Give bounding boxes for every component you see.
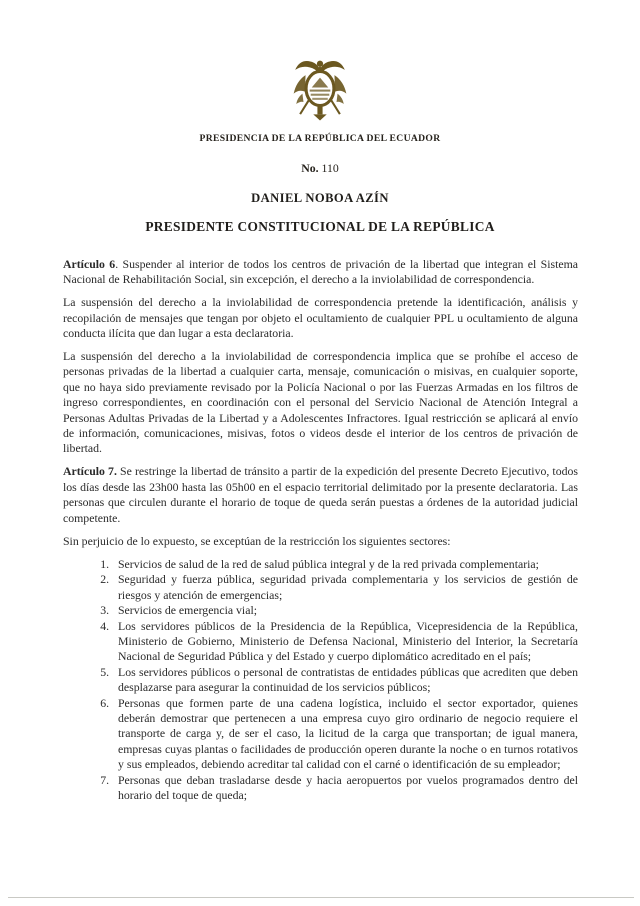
exception-item-5 bbox=[112, 665, 578, 696]
exception-item-4 bbox=[112, 619, 578, 665]
exception-item-7 bbox=[112, 773, 578, 804]
exception-item-text: Personas que deban trasladarse desde y hacia aeropuertos por vuelos programados dentro del horario del toque de queda; bbox=[118, 772, 578, 802]
article-7-paragraph bbox=[63, 464, 578, 526]
paragraph-correspondence-purpose bbox=[63, 295, 578, 341]
paragraph-text: La suspensión del derecho a la inviolabilidad de correspondencia implica que se prohíbe el acceso de personas privadas de la libertad a cualquier carta, mensaje, comunicación o misivas, en cualquier soporte, que no haya sido previamente revisado por la Policía Nacional o por las Fuerzas Armadas en los filtros de ingreso correspondientes, en coordinación con el personal del Servicio Nacional de Atención Integral a Personas Adultas Privadas de la Libertad y a Adolescentes Infractores. Igual restricción se aplicará al envío de información, comunicaciones, misivas, fotos o videos desde el interior de los centros de privación de libertad. bbox=[63, 349, 578, 456]
decree-number bbox=[0, 161, 640, 176]
exceptions-list bbox=[63, 557, 578, 804]
institution-name: PRESIDENCIA DE LA REPÚBLICA DEL ECUADOR bbox=[199, 133, 441, 144]
decree-number-label: No. bbox=[301, 161, 319, 175]
exceptions-intro bbox=[63, 534, 578, 549]
document-header bbox=[0, 54, 640, 235]
exception-item-text: Personas que formen parte de una cadena logística, incluido el sector exportador, quienes deberán demostrar que pertenecen a una empresa cuyo giro ordinario de negocio requiere el transporte de carga y, de ser el caso, la licitud de la carga que transportan; de igual manera, empresas cuyas plantas o facilidades de producción operen durante la noche o en turnos rotativos y sus empleados, debiendo acreditar tal calidad con el carné o identificación de su empleador; bbox=[118, 695, 578, 772]
president-name: DANIEL NOBOA AZÍN bbox=[251, 191, 389, 205]
article-6-label: Artículo 6 bbox=[63, 257, 116, 271]
exception-item-1 bbox=[112, 557, 578, 572]
ecuador-coat-of-arms-icon bbox=[289, 54, 351, 122]
exception-item-text: Seguridad y fuerza pública, seguridad privada complementaria y los servicios de gestión de riesgos y atención de emergencias; bbox=[118, 572, 578, 602]
paragraph-text: La suspensión del derecho a la inviolabilidad de correspondencia pretende la identificación, análisis y recopilación de mensajes que tengan por objeto el ocultamiento de cualquier PPL u ocultamiento de alguna conducta ilícita que dan lugar a esta declaratoria. bbox=[63, 295, 578, 341]
exception-item-text: Los servidores públicos o personal de contratistas de entidades públicas que acrediten que deben desplazarse para asegurar la continuidad de los servicios públicos; bbox=[118, 664, 578, 695]
president-title: PRESIDENTE CONSTITUCIONAL DE LA REPÚBLICA bbox=[145, 219, 495, 234]
decree-number-value: 110 bbox=[321, 161, 339, 175]
exception-item-6 bbox=[112, 696, 578, 773]
paragraph-text: Sin perjuicio de lo expuesto, se exceptúan de la restricción los siguientes sectores: bbox=[63, 533, 451, 548]
article-6-paragraph bbox=[63, 257, 578, 288]
exception-item-text: Los servidores públicos de la Presidencia de la República, Vicepresidencia de la República, Ministerio de Gobierno, Ministerio de Defensa Nacional, Ministerio del Interior, la Secretaría Nacional de Seguridad Pública y del Estado y cuerpo diplomático acreditado en el país; bbox=[118, 618, 578, 664]
exception-item-3 bbox=[112, 603, 578, 618]
article-7-text: Se restringe la libertad de tránsito a partir de la expedición del presente Decreto Ejecutivo, todos los días desde las 23h00 hasta las 05h00 en el espacio territorial delimitado por la presente declaratoria. Las personas que circulen durante el horario de toque de queda serán puestas a órdenes de la autoridad judicial competente. bbox=[63, 464, 579, 525]
page-bottom-scan-line bbox=[8, 897, 634, 898]
decree-body bbox=[0, 257, 640, 803]
exception-item-text: Servicios de emergencia vial; bbox=[118, 603, 257, 618]
exception-item-2 bbox=[112, 572, 578, 603]
exception-item-text: Servicios de salud de la red de salud pública integral y de la red privada complementaria; bbox=[118, 556, 539, 571]
article-6-text: . Suspender al interior de todos los centros de privación de la libertad que integran el Sistema Nacional de Rehabilitación Social, sin excepción, el derecho a la inviolabilidad de correspondencia. bbox=[63, 257, 578, 287]
article-7-label: Artículo 7. bbox=[63, 464, 117, 479]
paragraph-correspondence-implication bbox=[63, 349, 578, 457]
